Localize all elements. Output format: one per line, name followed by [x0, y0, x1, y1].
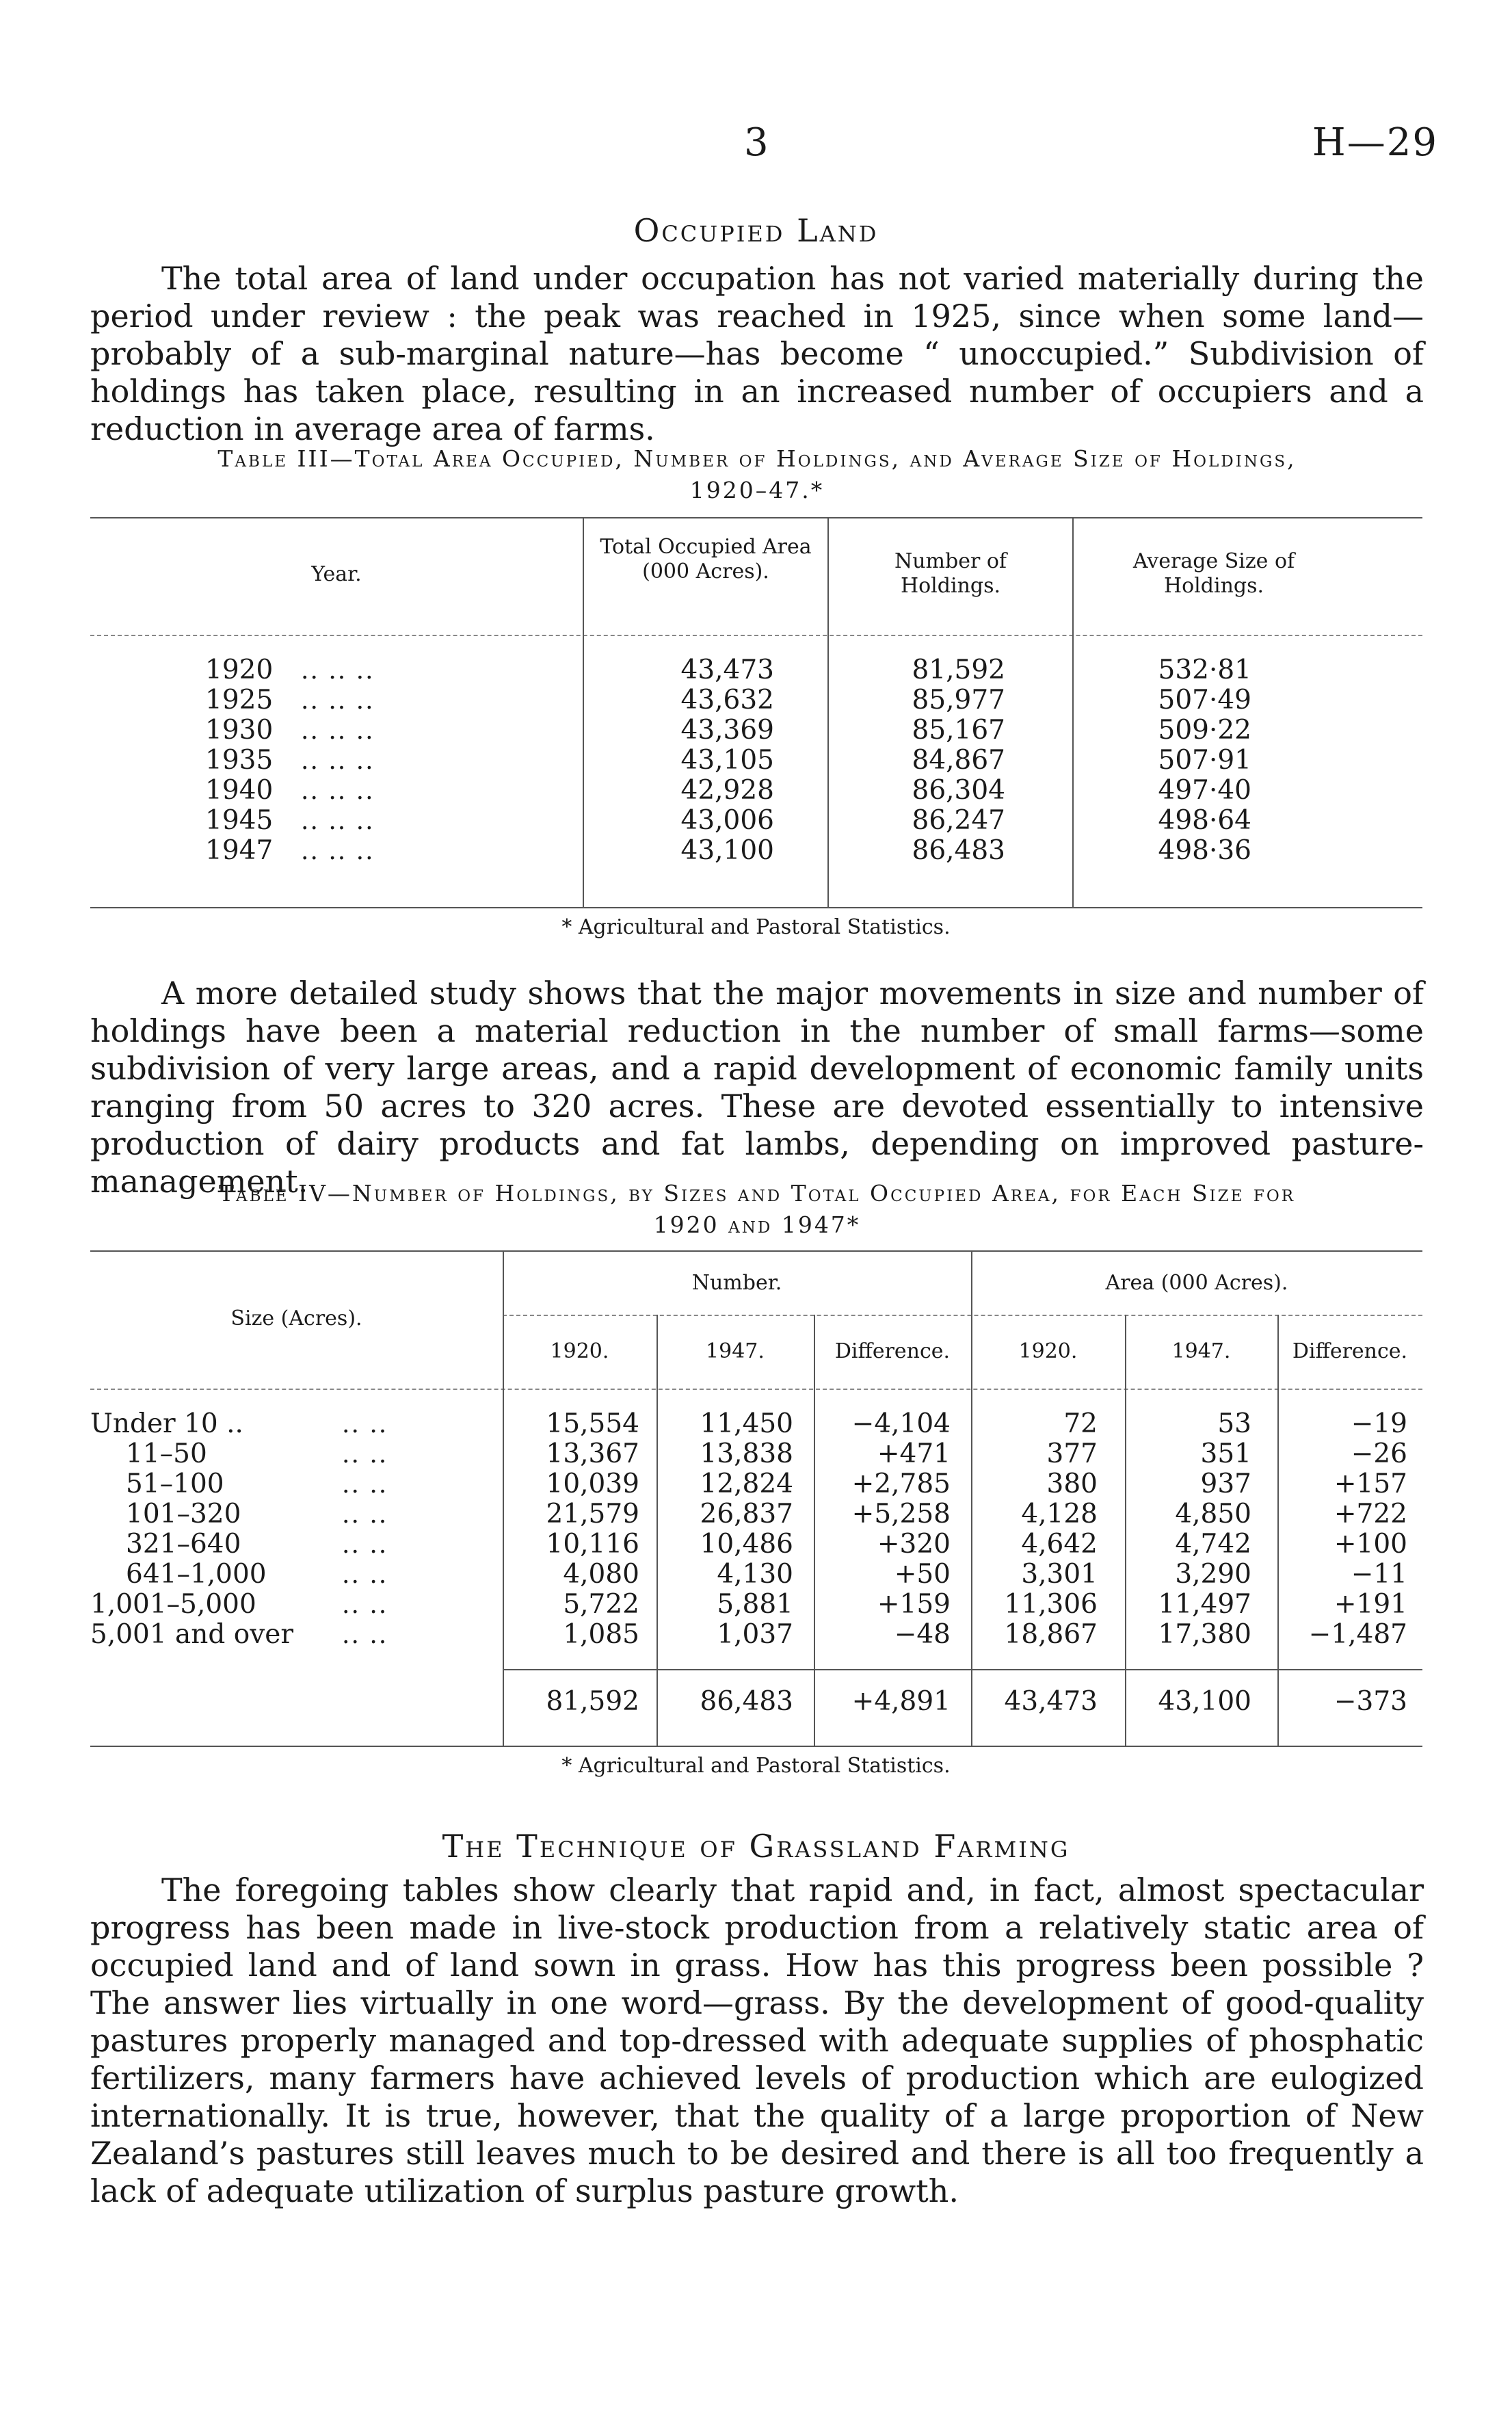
table4-area-difference: +191 [1334, 1589, 1407, 1620]
table4-number-difference: +320 [877, 1529, 951, 1560]
table4-number-1947: 13,838 [700, 1438, 793, 1469]
table4-area-1920: 4,642 [1021, 1529, 1098, 1560]
leader-dots: .. .. [342, 1561, 388, 1589]
table4-total-number-difference: +4,891 [851, 1686, 951, 1717]
table4-number-1920: 10,116 [546, 1529, 639, 1560]
table4-area-1920: 3,301 [1021, 1559, 1098, 1590]
table4-col-divider [503, 1250, 504, 1746]
leader-dots: .. .. .. [301, 747, 375, 775]
table3-year: 1945 [205, 805, 274, 836]
table4-size: 321–640 [126, 1529, 241, 1560]
table4-subheader-rule [503, 1315, 1422, 1316]
table4-number-1947: 1,037 [717, 1619, 793, 1650]
table4-top-rule [90, 1250, 1422, 1252]
leader-dots: .. .. .. [301, 807, 375, 835]
table3-avg: 507·49 [1158, 685, 1251, 715]
page-number: 3 [744, 120, 769, 165]
table4-number-difference: −48 [894, 1619, 951, 1650]
table3-year: 1935 [205, 745, 274, 776]
leader-dots: .. .. [342, 1410, 388, 1438]
table4-number-1920: 13,367 [546, 1438, 639, 1469]
table4-header-area-1947: 1947. [1171, 1339, 1231, 1363]
leader-dots: .. .. .. [301, 657, 375, 685]
table4-area-difference: +722 [1334, 1499, 1407, 1529]
table4-area-1920: 18,867 [1004, 1619, 1098, 1650]
table3-header-area: Total Occupied Area (000 Acres). [600, 535, 812, 583]
table4-area-1947: 4,742 [1175, 1529, 1251, 1560]
table4-number-1947: 26,837 [700, 1499, 793, 1529]
table4-header-area-difference: Difference. [1292, 1339, 1408, 1363]
table3-year: 1925 [205, 685, 274, 715]
table4-col-divider [971, 1250, 972, 1746]
table3-year: 1930 [205, 715, 274, 746]
table3-year: 1940 [205, 775, 274, 806]
table4-header-number-1947: 1947. [706, 1339, 765, 1363]
leader-dots: .. .. .. [301, 837, 375, 865]
table4-area-1947: 53 [1217, 1408, 1251, 1439]
table4-number-1947: 5,881 [717, 1589, 793, 1620]
table3-area: 43,473 [680, 655, 774, 685]
table3-avg: 507·91 [1158, 745, 1251, 776]
table4-number-1947: 11,450 [700, 1408, 793, 1439]
table4-number-difference: +471 [877, 1438, 951, 1469]
table4-number-1920: 10,039 [546, 1469, 639, 1499]
table4-area-difference: +100 [1334, 1529, 1407, 1560]
table4-header-number-1920: 1920. [550, 1339, 609, 1363]
table4-total-rule [503, 1669, 1422, 1670]
table3-holdings: 86,304 [912, 775, 1005, 806]
leader-dots: .. .. .. [301, 717, 375, 745]
table4-area-1947: 11,497 [1158, 1589, 1251, 1620]
table4-area-1947: 4,850 [1175, 1499, 1251, 1529]
table3-holdings: 86,247 [912, 805, 1005, 836]
table4-number-difference: +159 [877, 1589, 951, 1620]
table3-holdings: 81,592 [912, 655, 1005, 685]
table3-holdings: 85,977 [912, 685, 1005, 715]
table4-number-difference: +50 [894, 1559, 951, 1590]
table4-number-difference: −4,104 [851, 1408, 951, 1439]
leader-dots: .. .. [342, 1501, 388, 1529]
table4-size: 1,001–5,000 [90, 1589, 256, 1620]
table4-area-difference: −26 [1351, 1438, 1407, 1469]
table4-size: 51–100 [126, 1469, 224, 1499]
leader-dots: .. .. .. [301, 777, 375, 805]
table4-total-area-1947: 43,100 [1158, 1686, 1251, 1717]
table3-avg: 498·64 [1158, 805, 1251, 836]
table4-area-1947: 937 [1200, 1469, 1251, 1499]
table4-header-number: Number. [691, 1271, 782, 1295]
leader-dots: .. .. .. [301, 687, 375, 715]
table4-area-1947: 351 [1200, 1438, 1251, 1469]
table4-size: 11–50 [126, 1438, 207, 1469]
table3-caption-line2: 1920–47.* [689, 477, 825, 503]
paragraph-grassland-farming: The foregoing tables show clearly that rapid and, in fact, almost spectacular progress has been made in live-stock production from a relatively static area of occupied land and of land sown in grass. How has this progress been possible ? The answer lies virtually in one word—grass. By the development of good-quality pastures properly managed and top-dressed with adequate supplies of phosphatic fertilizers, many farmers have achieved levels of production which are eulogized internationally. It is true, however, that the quality of a large proportion of New Zealand’s pastures still leaves much to be desired and there is all too frequently a lack of adequate utilization of surplus pasture growth. [90, 1871, 1424, 2209]
table3-header-avg: Average Size of Holdings. [1132, 549, 1295, 598]
table3-header-year: Year. [311, 562, 362, 586]
table4-number-1920: 4,080 [563, 1559, 639, 1590]
table3-area: 43,105 [680, 745, 774, 776]
table4-area-difference: −19 [1351, 1408, 1407, 1439]
table4-number-1920: 5,722 [563, 1589, 639, 1620]
table3-header-holdings: Number of Holdings. [894, 549, 1007, 598]
table4-area-1947: 17,380 [1158, 1619, 1251, 1650]
table4-col-divider [656, 1315, 658, 1746]
table4-bottom-rule [90, 1746, 1422, 1747]
table3-year: 1920 [205, 655, 274, 685]
paragraph-occupied-land: The total area of land under occupation has not varied materially during the period under review : the peak was reached in 1925, since when some land—probably of a sub-marginal nature—has become “ unoccupied.” Subdivision of holdings has taken place, resulting in an increased number of occupiers and a reduction in average area of farms. [90, 260, 1424, 447]
table4-size: 5,001 and over [90, 1619, 294, 1650]
table4-size: 641–1,000 [126, 1559, 267, 1590]
table4-footnote: * Agricultural and Pastoral Statistics. [561, 1754, 951, 1778]
leader-dots: .. .. [342, 1591, 388, 1619]
table4-number-difference: +5,258 [851, 1499, 951, 1529]
table3-area: 43,369 [680, 715, 774, 746]
table4-number-1920: 15,554 [546, 1408, 639, 1439]
table4-header-rule [90, 1389, 1422, 1390]
table4-number-1947: 4,130 [717, 1559, 793, 1590]
table3-footnote: * Agricultural and Pastoral Statistics. [561, 915, 951, 939]
table4-number-1947: 10,486 [700, 1529, 793, 1560]
table4-area-difference: −11 [1351, 1559, 1407, 1590]
table3-avg: 532·81 [1158, 655, 1251, 685]
table4-header-size: Size (Acres). [230, 1306, 362, 1330]
table3-holdings: 86,483 [912, 835, 1005, 866]
table3-holdings: 85,167 [912, 715, 1005, 746]
paragraph-detailed-study: A more detailed study shows that the major movements in size and number of holdings have been a material reduction in the number of small farms—some subdivision of very large areas, and a rapid development of economic family units ranging from 50 acres to 320 acres. These are devoted essentially to intensive production of dairy products and fat lambs, depending on improved pasture-management. [90, 975, 1424, 1200]
table3-avg: 497·40 [1158, 775, 1251, 806]
table4-area-1920: 11,306 [1004, 1589, 1098, 1620]
table4-area-1920: 380 [1046, 1469, 1098, 1499]
table4-number-1920: 21,579 [546, 1499, 639, 1529]
leader-dots: .. .. [342, 1471, 388, 1499]
table3-area: 43,100 [680, 835, 774, 866]
table4-caption-line1: Table IV—Number of Holdings, by Sizes and Total Occupied Area, for Each Size for [218, 1180, 1296, 1207]
table4-number-difference: +2,785 [851, 1469, 951, 1499]
table3-caption-line1: Table III—Total Area Occupied, Number of Holdings, and Average Size of Holdings, [217, 445, 1297, 472]
table4-total-area-difference: −373 [1334, 1686, 1407, 1717]
table3-year: 1947 [205, 835, 274, 866]
table4-header-area-1920: 1920. [1018, 1339, 1078, 1363]
table4-area-1920: 4,128 [1021, 1499, 1098, 1529]
leader-dots: .. .. [342, 1531, 388, 1559]
table4-area-difference: −1,487 [1308, 1619, 1407, 1650]
table4-total-number-1947: 86,483 [700, 1686, 793, 1717]
leader-dots: .. .. [342, 1621, 388, 1649]
table3-avg: 498·36 [1158, 835, 1251, 866]
table4-header-area: Area (000 Acres). [1105, 1271, 1288, 1295]
table4-col-divider [1277, 1315, 1279, 1746]
section-heading-occupied-land: Occupied Land [633, 212, 879, 249]
table4-caption-line2: 1920 and 1947* [653, 1211, 861, 1238]
table4-area-1920: 377 [1046, 1438, 1098, 1469]
table4-number-1947: 12,824 [700, 1469, 793, 1499]
table4-area-1947: 3,290 [1175, 1559, 1251, 1590]
table4-area-difference: +157 [1334, 1469, 1407, 1499]
table4-header-number-difference: Difference. [834, 1339, 951, 1363]
table4-col-divider [1125, 1315, 1126, 1746]
table4-total-number-1920: 81,592 [546, 1686, 639, 1717]
table4-size: 101–320 [126, 1499, 241, 1529]
table4-size: Under 10 .. [90, 1408, 243, 1439]
table3-avg: 509·22 [1158, 715, 1251, 746]
table4-col-divider [814, 1315, 815, 1746]
section-heading-grassland-farming: The Technique of Grassland Farming [442, 1828, 1070, 1865]
document-reference: H—29 [1312, 120, 1438, 165]
table4-area-1920: 72 [1063, 1408, 1098, 1439]
table3-area: 43,632 [680, 685, 774, 715]
leader-dots: .. .. [342, 1441, 388, 1469]
table4-number-1920: 1,085 [563, 1619, 639, 1650]
table3-area: 42,928 [680, 775, 774, 806]
table4-total-area-1920: 43,473 [1004, 1686, 1098, 1717]
table3-holdings: 84,867 [912, 745, 1005, 776]
table3-area: 43,006 [680, 805, 774, 836]
